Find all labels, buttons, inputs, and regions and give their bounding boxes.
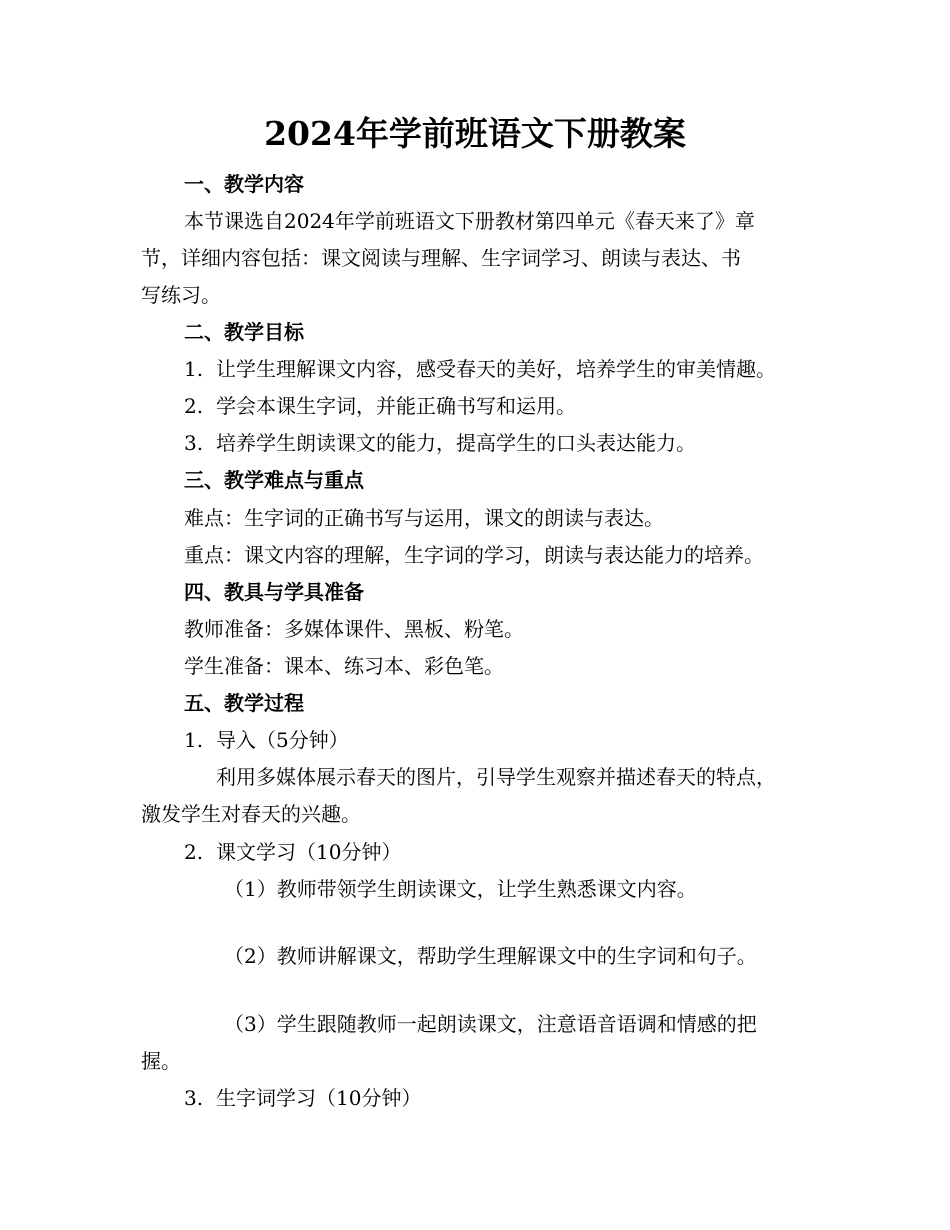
content-para-line-2: 节，详细内容包括：课文阅读与理解、生字词学习、朗读与表达、书 [141, 246, 741, 270]
step-title: 生字词学习（10分钟） [216, 1086, 422, 1110]
goal-number: 1. [184, 357, 204, 381]
step-number: 2. [184, 840, 204, 864]
step-sub-item-1: （1）教师带领学生朗读课文，让学生熟悉课文内容。 [224, 877, 697, 901]
step-title: 课文学习（10分钟） [216, 840, 402, 864]
step-number: 1. [184, 728, 204, 752]
goal-item [184, 429, 696, 457]
goal-number: 3. [184, 431, 204, 455]
goal-text: 培养学生朗读课文的能力，提高学生的口头表达能力。 [216, 431, 696, 455]
heading-content: 一、教学内容 [184, 172, 304, 196]
process-step-title [184, 1084, 421, 1112]
difficulty-key: 重点：课文内容的理解，生字词的学习，朗读与表达能力的培养。 [184, 543, 764, 567]
step-sub-item-3-line-2: 握。 [141, 1049, 181, 1073]
process-step-title [184, 726, 349, 754]
step-title: 导入（5分钟） [216, 728, 349, 752]
goal-text: 学会本课生字词，并能正确书写和运用。 [216, 394, 576, 418]
step-desc-line-1: 利用多媒体展示春天的图片，引导学生观察并描述春天的特点， [216, 765, 776, 789]
process-step-title [184, 838, 401, 866]
heading-process: 五、教学过程 [184, 691, 304, 715]
step-desc-line-2: 激发学生对春天的兴趣。 [141, 802, 361, 826]
heading-difficulty: 三、教学难点与重点 [184, 468, 364, 492]
heading-goals: 二、教学目标 [184, 320, 304, 344]
step-sub-item-2: （2）教师讲解课文，帮助学生理解课文中的生字词和句子。 [224, 944, 757, 968]
step-sub-item-3-line-1: （3）学生跟随教师一起朗读课文，注意语音语调和情感的把 [224, 1012, 757, 1036]
content-para-line-1: 本节课选自2024年学前班语文下册教材第四单元《春天来了》章 [184, 209, 755, 233]
difficulty-hard: 难点：生字词的正确书写与运用，课文的朗读与表达。 [184, 506, 664, 530]
goal-text: 让学生理解课文内容，感受春天的美好，培养学生的审美情趣。 [216, 357, 776, 381]
goal-number: 2. [184, 394, 204, 418]
prep-teacher: 教师准备：多媒体课件、黑板、粉笔。 [184, 617, 524, 641]
heading-prep: 四、教具与学具准备 [184, 580, 364, 604]
goal-item [184, 392, 576, 420]
document-title: 2024年学前班语文下册教案 [264, 114, 686, 153]
prep-student: 学生准备：课本、练习本、彩色笔。 [184, 654, 504, 678]
step-number: 3. [184, 1086, 204, 1110]
content-para-line-3: 写练习。 [141, 283, 221, 307]
goal-item [184, 355, 776, 383]
